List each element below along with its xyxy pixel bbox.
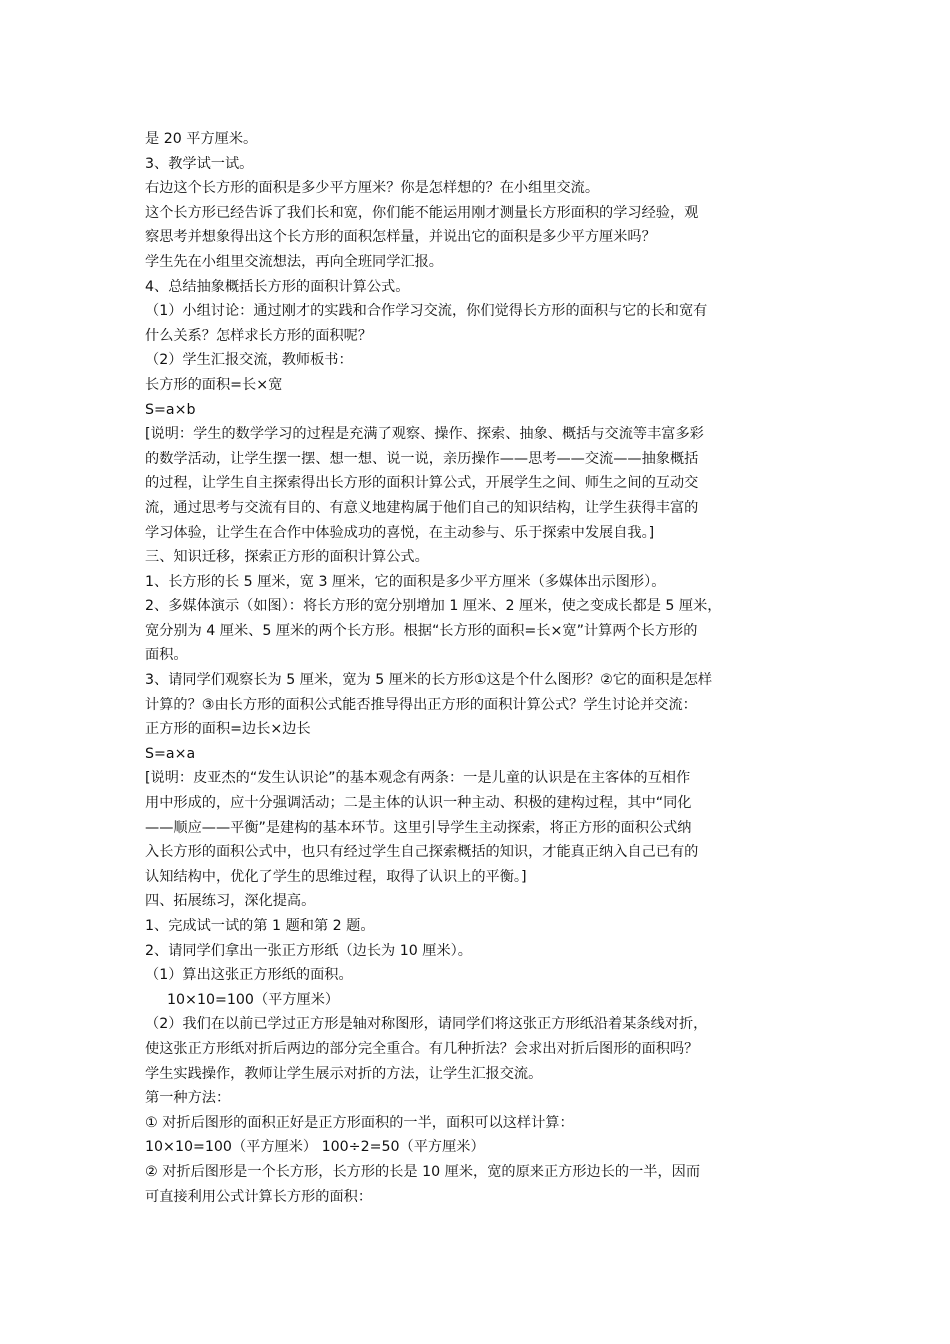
text-line: 1、长方形的长 5 厘米，宽 3 厘米，它的面积是多少平方厘米（多媒体出示图形）。 xyxy=(145,573,666,590)
text-line: 右边这个长方形的面积是多少平方厘米？你是怎样想的？在小组里交流。 xyxy=(145,180,600,197)
formula-line: 10×10=100（平方厘米） 100÷2=50（平方厘米） xyxy=(145,1139,485,1156)
text-line: ② 对折后图形是一个长方形，长方形的长是 10 厘米，宽的原来正方形边长的一半，因而 xyxy=(145,1163,701,1180)
note-line: 的数学活动，让学生摆一摆、想一想、说一说，亲历操作——思考——交流——抽象概括 xyxy=(145,450,699,467)
text-line: ① 对折后图形的面积正好是正方形面积的一半，面积可以这样计算： xyxy=(145,1114,574,1131)
text-line: 察思考并想象得出这个长方形的面积怎样量，并说出它的面积是多少平方厘米吗？ xyxy=(145,229,656,246)
note-line: 流，通过思考与交流有目的、有意义地建构属于他们自己的知识结构，让学生获得丰富的 xyxy=(145,499,699,516)
text-line: （2）学生汇报交流，教师板书： xyxy=(145,352,353,369)
text-line: （1）小组讨论：通过刚才的实践和合作学习交流，你们觉得长方形的面积与它的长和宽有 xyxy=(145,303,708,320)
text-line: 3、请同学们观察长为 5 厘米，宽为 5 厘米的长方形①这是个什么图形？②它的面积是怎样 xyxy=(145,672,713,689)
note-line: 学习体验，让学生在合作中体验成功的喜悦，在主动参与、乐于探索中发展自我。] xyxy=(145,524,655,541)
text-line: 这个长方形已经告诉了我们长和宽，你们能不能运用刚才测量长方形面积的学习经验，观 xyxy=(145,204,699,221)
text-line: 2、多媒体演示（如图）：将长方形的宽分别增加 1 厘米、2 厘米，使之变成长都是 5 厘米， xyxy=(145,598,722,615)
text-line: 面积。 xyxy=(145,647,188,664)
note-line: [说明：皮亚杰的“发生认识论”的基本观念有两条：一是儿童的认识是在主客体的互相作 xyxy=(145,770,691,787)
text-line: 是 20 平方厘米。 xyxy=(145,131,258,147)
step-heading: 4、总结抽象概括长方形的面积计算公式。 xyxy=(145,278,410,295)
step-heading: 3、教学试一试。 xyxy=(145,155,254,172)
document-body xyxy=(145,127,805,1209)
text-line: 什么关系？怎样求长方形的面积呢？ xyxy=(145,327,373,344)
formula-line: S=a×a xyxy=(145,745,196,762)
text-line: 学生实践操作，教师让学生展示对折的方法，让学生汇报交流。 xyxy=(145,1065,543,1082)
note-line: [说明：学生的数学学习的过程是充满了观察、操作、探索、抽象、概括与交流等丰富多彩 xyxy=(145,426,704,443)
text-line: （2）我们在以前已学过正方形是轴对称图形，请同学们将这张正方形纸沿着某条线对折， xyxy=(145,1016,708,1033)
text-line: 计算的？③由长方形的面积公式能否推导得出正方形的面积计算公式？学生讨论并交流： xyxy=(145,696,697,713)
text-line: 2、请同学们拿出一张正方形纸（边长为 10 厘米）。 xyxy=(145,942,472,959)
note-line: 的过程，让学生自主探索得出长方形的面积计算公式，开展学生之间、师生之间的互动交 xyxy=(145,475,699,492)
section-heading: 四、拓展练习，深化提高。 xyxy=(145,893,316,910)
note-line: 入长方形的面积公式中，也只有经过学生自己探索概括的知识，才能真正纳入自己已有的 xyxy=(145,844,699,861)
formula-line: S=a×b xyxy=(145,401,196,418)
text-line: 学生先在小组里交流想法，再向全班同学汇报。 xyxy=(145,253,443,270)
formula-line: 10×10=100（平方厘米） xyxy=(167,991,340,1008)
note-line: ——顺应——平衡”是建构的基本环节。这里引导学生主动探索，将正方形的面积公式纳 xyxy=(145,819,692,836)
text-line: （1）算出这张正方形纸的面积。 xyxy=(145,967,353,984)
text-line: 使这张正方形纸对折后两边的部分完全重合。有几种折法？会求出对折后图形的面积吗？ xyxy=(145,1040,699,1057)
formula-line: 长方形的面积=长×宽 xyxy=(145,376,283,393)
note-line: 用中形成的，应十分强调活动；二是主体的认识一种主动、积极的建构过程，其中“同化 xyxy=(145,795,692,812)
text-line: 第一种方法： xyxy=(145,1090,231,1107)
formula-line: 正方形的面积=边长×边长 xyxy=(145,721,311,738)
text-line: 可直接利用公式计算长方形的面积： xyxy=(145,1188,373,1205)
section-heading: 三、知识迁移，探索正方形的面积计算公式。 xyxy=(145,549,429,566)
text-line: 宽分别为 4 厘米、5 厘米的两个长方形。根据“长方形的面积=长×宽”计算两个长方形的 xyxy=(145,622,698,639)
text-line: 1、完成试一试的第 1 题和第 2 题。 xyxy=(145,918,375,934)
note-line: 认知结构中，优化了学生的思维过程，取得了认识上的平衡。] xyxy=(145,868,527,885)
